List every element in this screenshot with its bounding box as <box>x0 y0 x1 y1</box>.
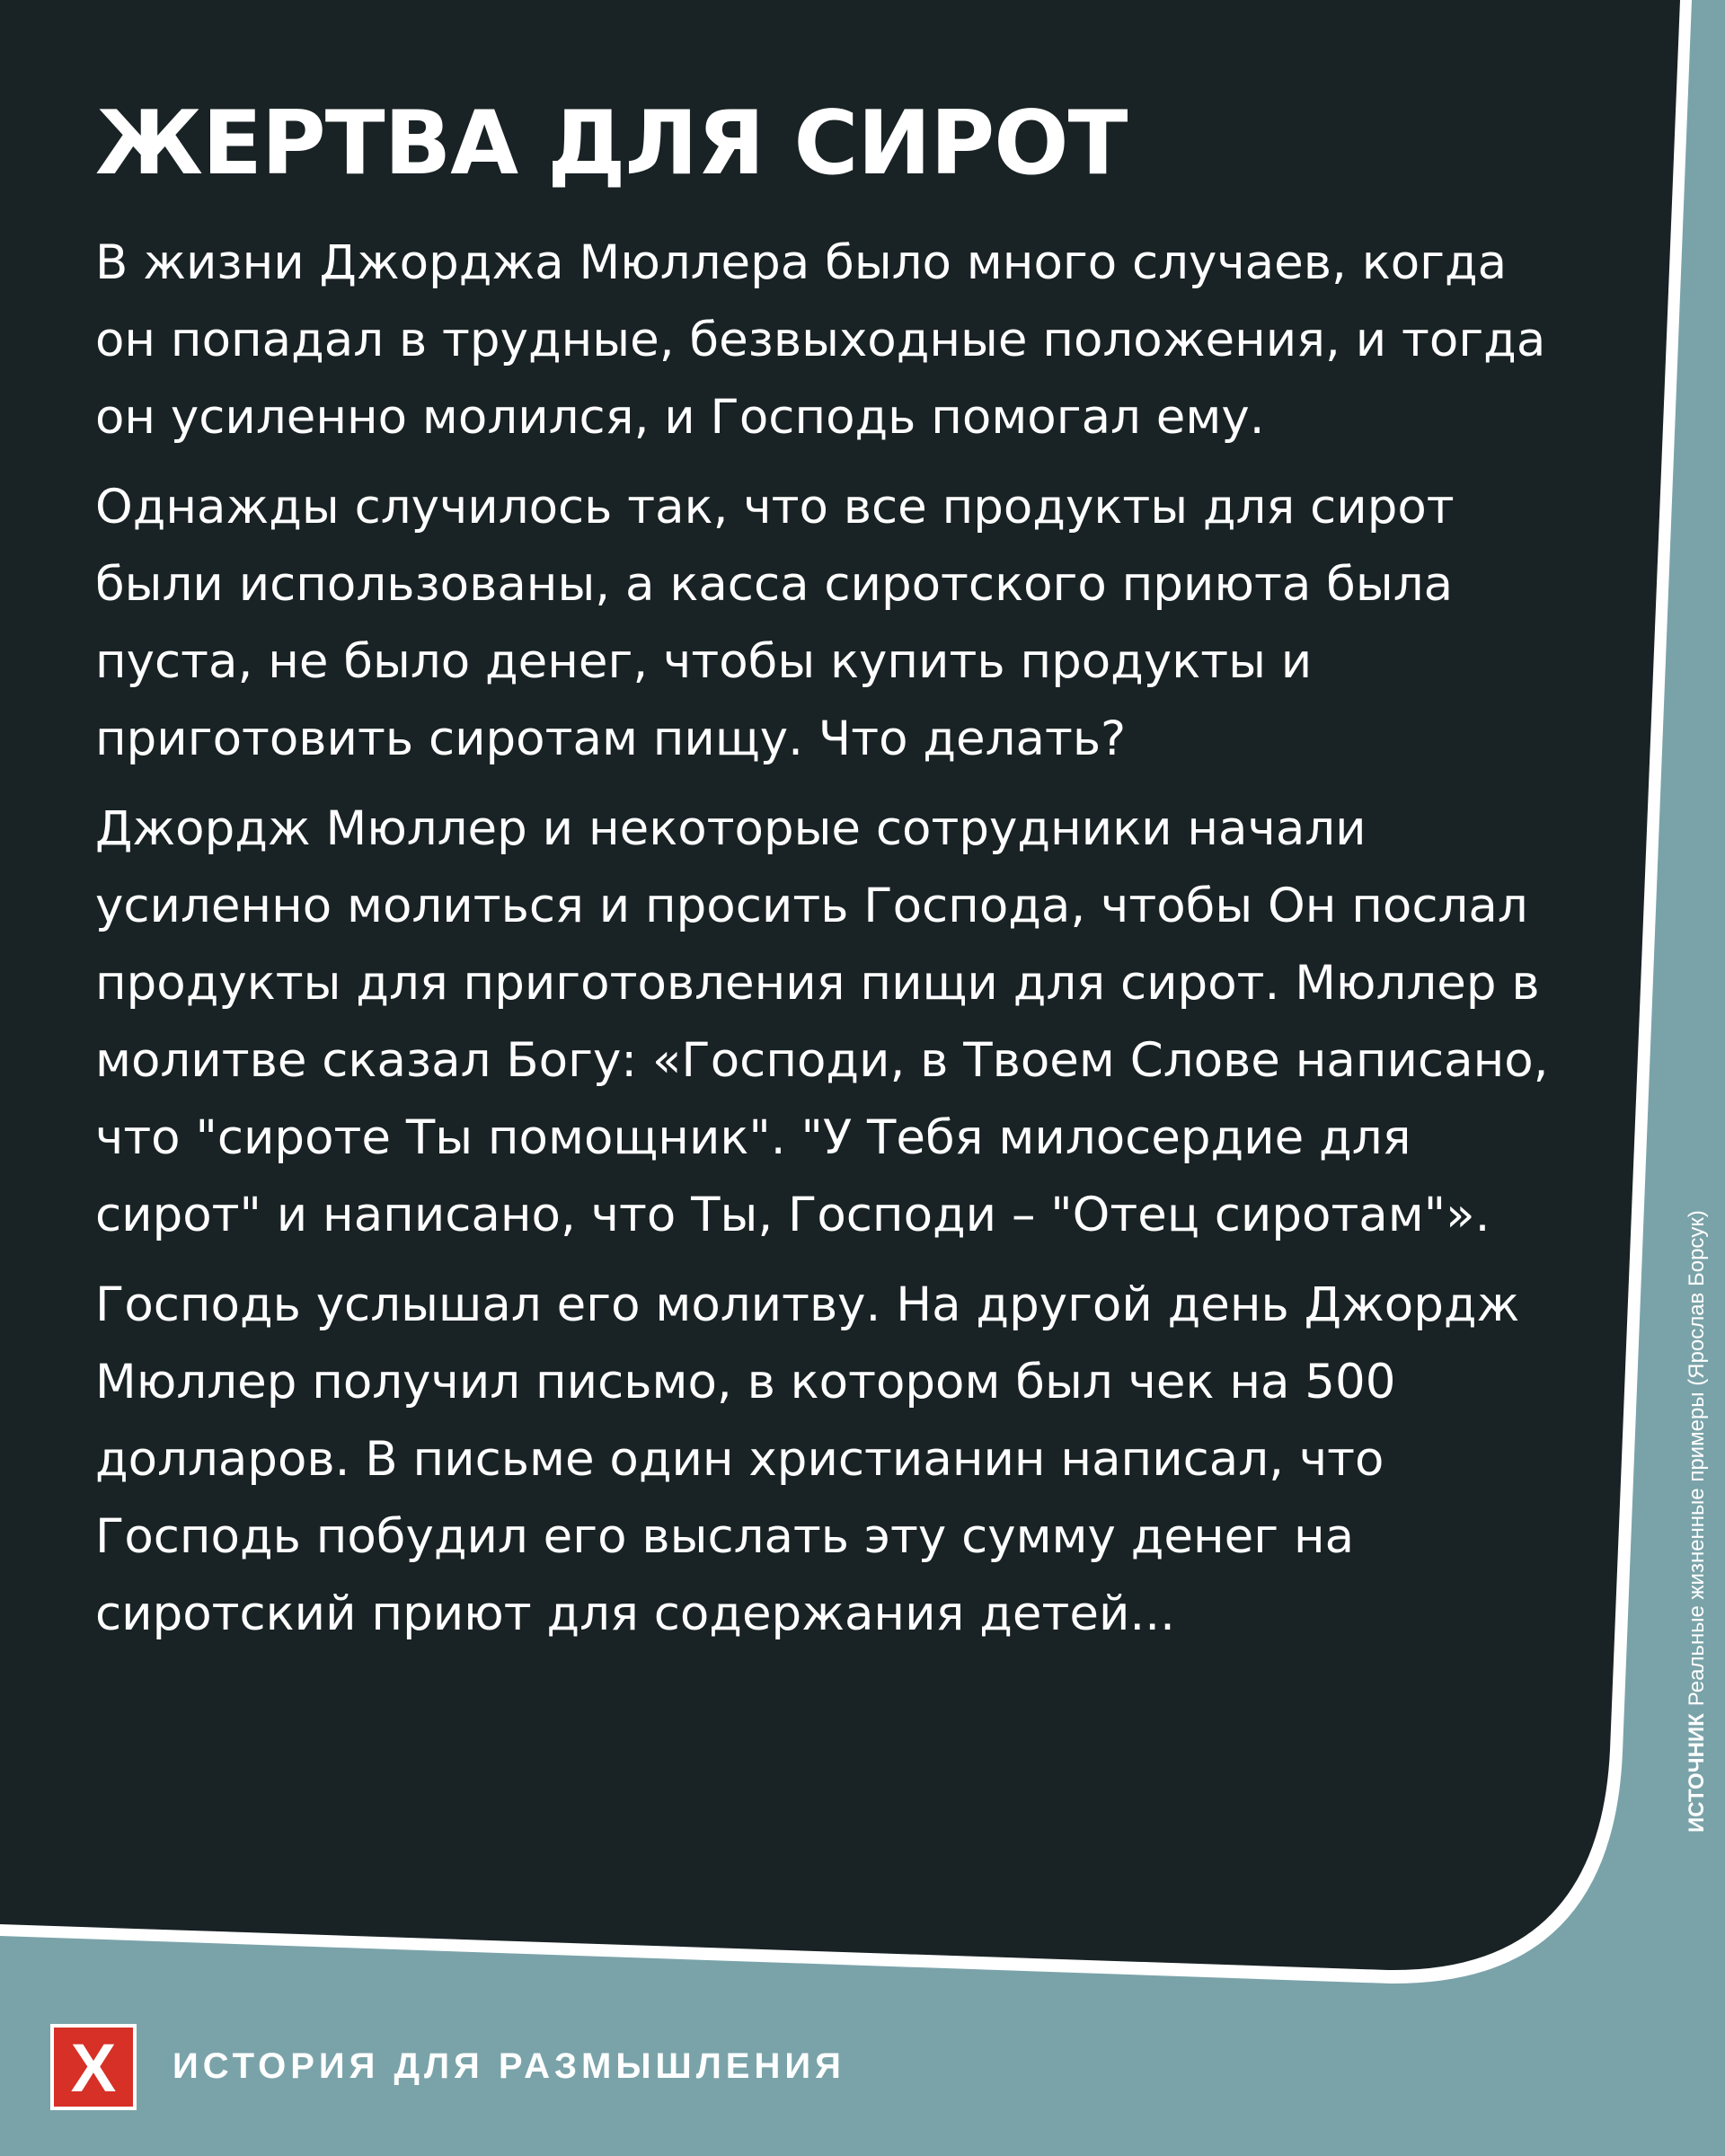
page-title: ЖЕРТВА ДЛЯ СИРОТ <box>95 93 1128 195</box>
paragraph-1: В жизни Джорджа Мюллера было много случаев, когда он попадал в трудные, безвыходные положения, и тогда он усиленно молился, и Господь помогал ему. <box>95 235 1546 445</box>
footer-caption: ИСТОРИЯ ДЛЯ РАЗМЫШЛЕНИЯ <box>172 2046 845 2086</box>
paragraph-2: Однажды случилось так, что все продукты для сирот были использованы, а касса сиротского приюта была пуста, не было денег, чтобы купить продукты и приготовить сиротам пищу. Что делать? <box>95 480 1455 766</box>
source-credit <box>1685 1210 1710 1833</box>
source-text: Реальные жизненные примеры (Ярослав Борсук) <box>1685 1210 1709 1707</box>
logo-letter: X <box>70 2030 117 2107</box>
paragraph-3: Джордж Мюллер и некоторые сотрудники начали усиленно молиться и просить Господа, чтобы Он послал продукты для приготовления пищи для сирот. Мюллер в молитве сказал Богу: «Господи, в Твоем Слове написано, что "сироте Ты помощник". "У Тебя милосердие для сирот" и написано, что Ты, Господи – "Отец сиротам"». <box>95 801 1549 1242</box>
paragraph-4: Господь услышал его молитву. На другой день Джордж Мюллер получил письмо, в котором был чек на 500 долларов. В письме один христианин написал, что Господь побудил его выслать эту сумму денег на сиротский приют для содержания детей... <box>95 1277 1520 1641</box>
story-text <box>95 225 1569 1666</box>
x-logo-icon <box>50 2024 137 2110</box>
source-label: ИСТОЧНИК <box>1685 1713 1709 1833</box>
